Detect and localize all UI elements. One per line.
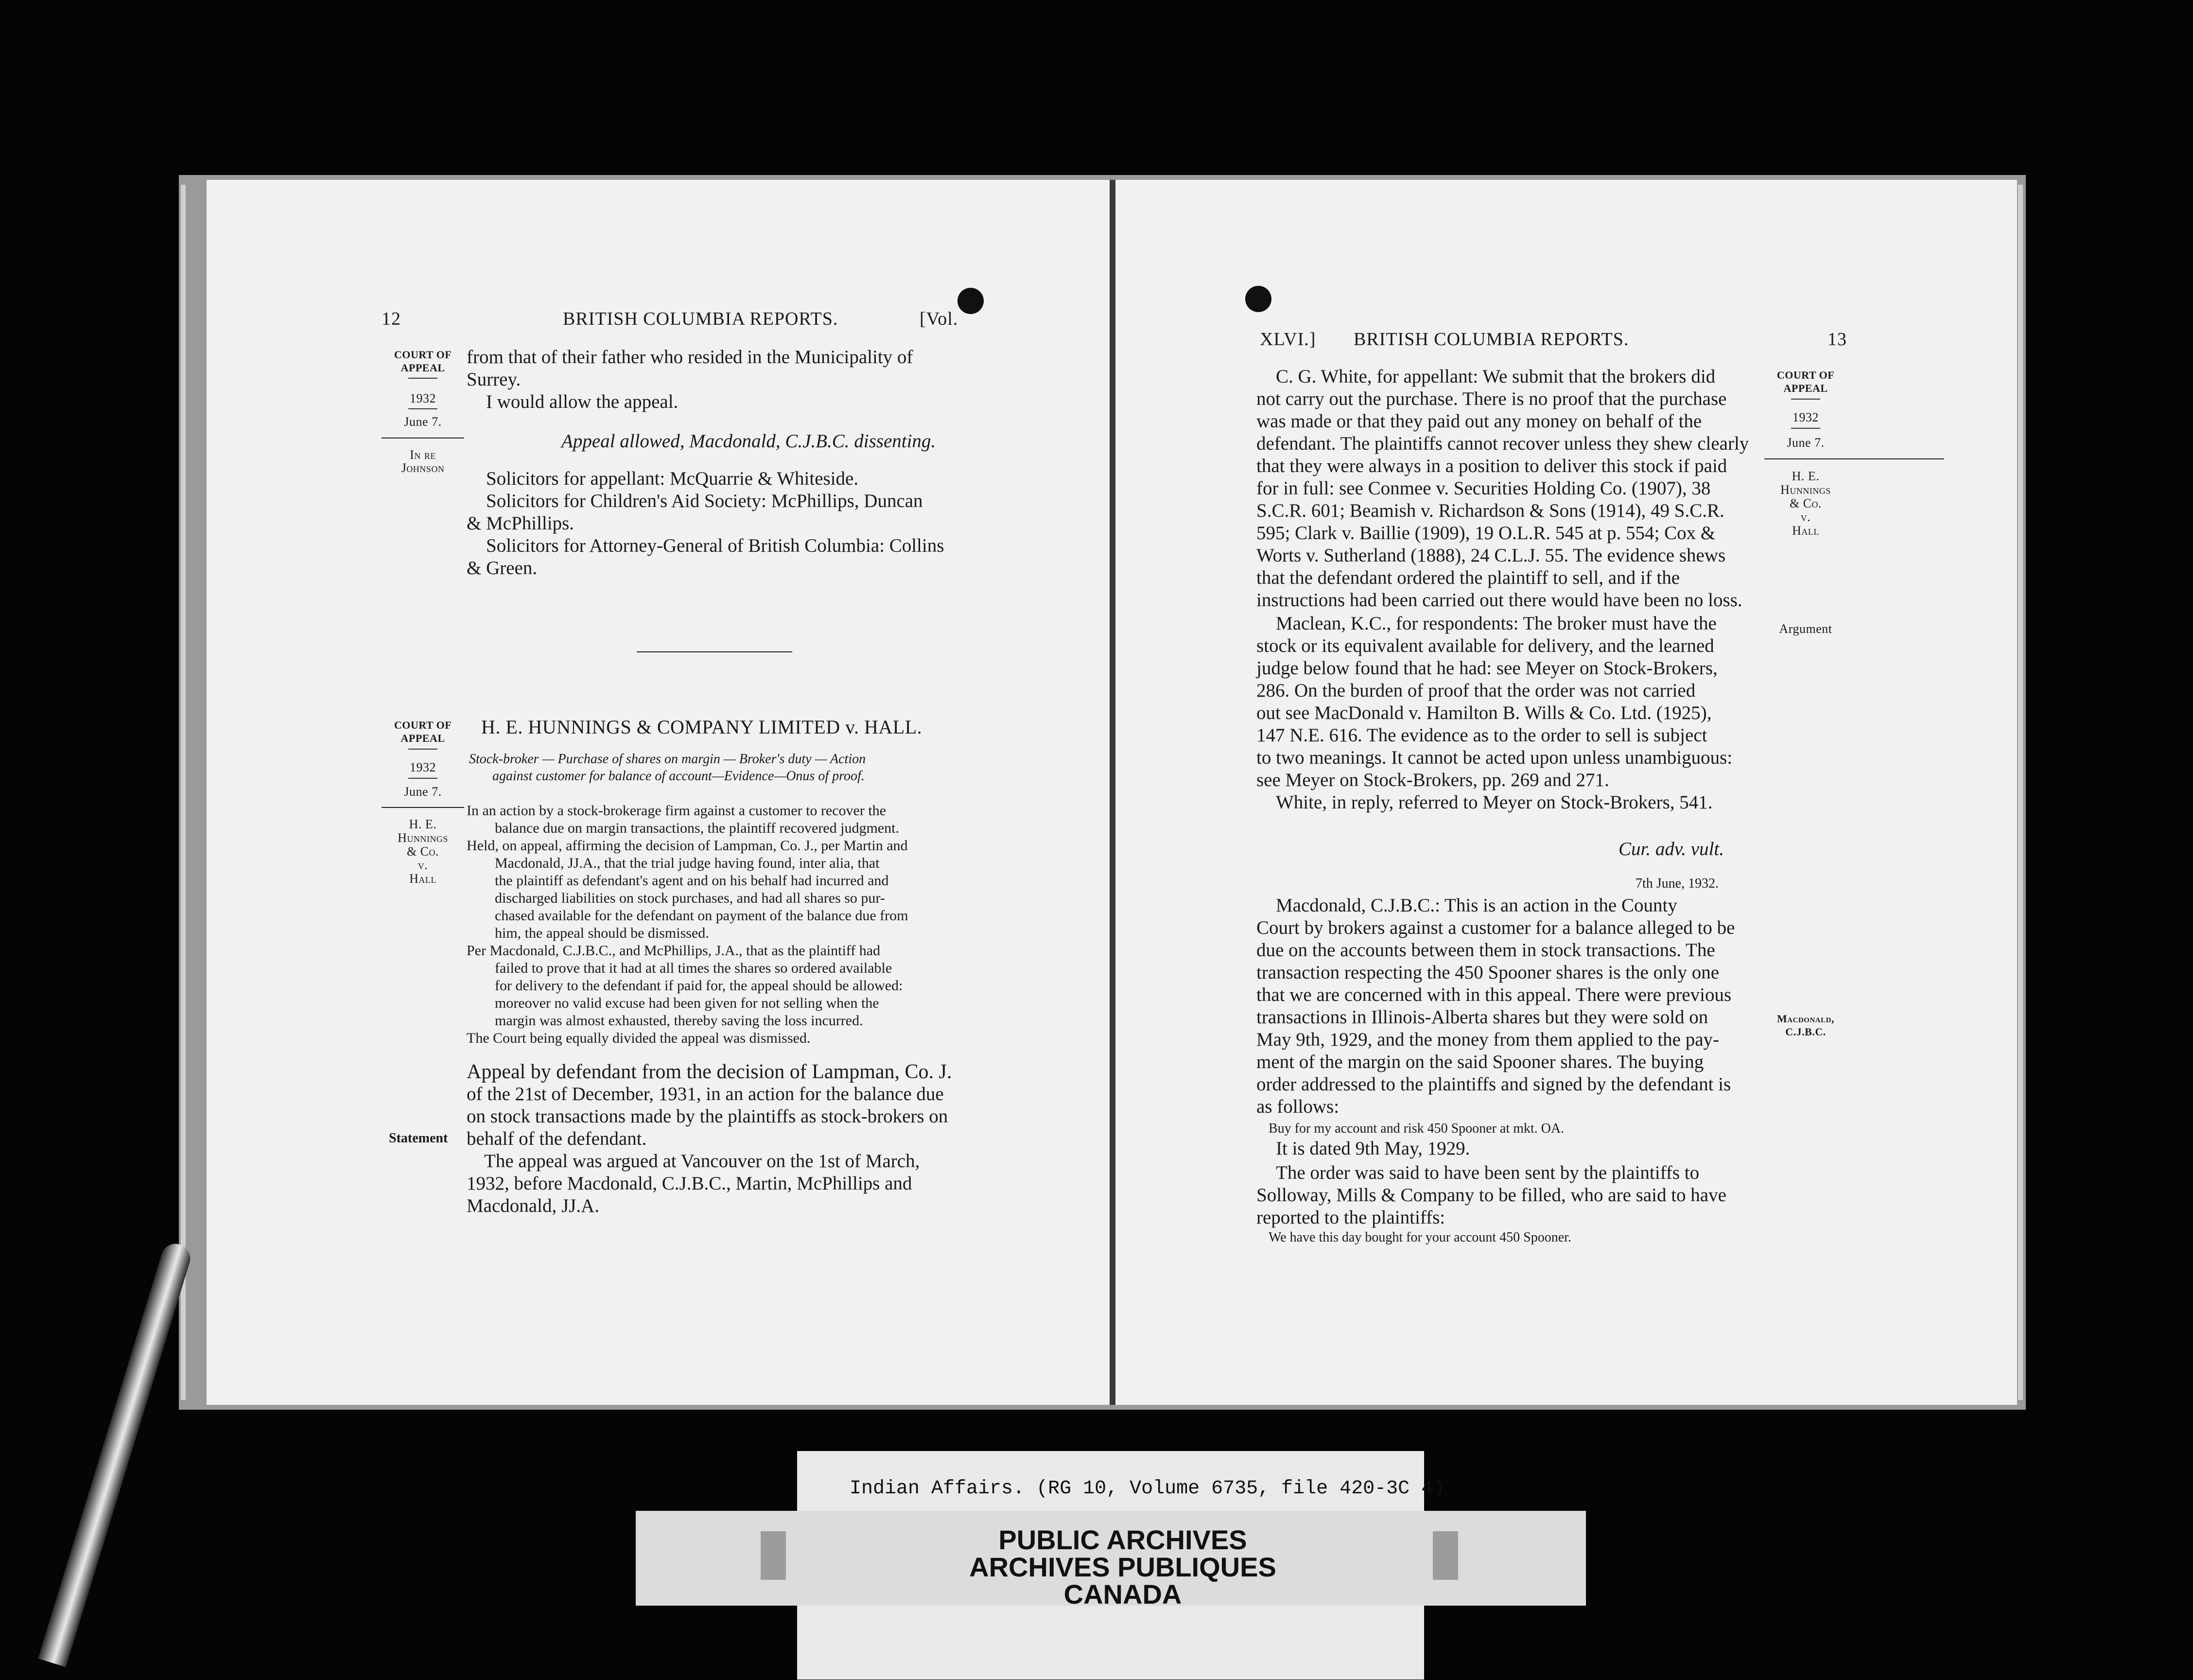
margin-rule xyxy=(408,408,437,409)
argument-maclean: Maclean, K.C., for respondents: The broker must have the stock or its equivalent available for delivery, and the learned judge below found that he had: see Meyer on Stock-Brokers, 286. On the burden of proof that the order was not carried out see MacDonald v. Hamilton B. Wills & Co. Ltd. (1925), 147 N.E. 616. The evidence as to the order to sell is subject to two meanings. It cannot be acted upon unless unambiguous: see Meyer on Stock-Brokers, pp. 269 and 271. White, in reply, referred to Meyer on Stock-Brokers, 541. xyxy=(1256,613,1733,813)
margin-court-of-appeal: COURT OF APPEAL xyxy=(394,349,452,374)
right-margin-court-of-appeal: COURT OF APPEAL xyxy=(1776,369,1835,394)
margin-year-2: 1932 xyxy=(410,760,436,774)
margin-rule xyxy=(408,778,437,779)
dated-line: It is dated 9th May, 1929. xyxy=(1276,1138,1470,1159)
bought-quote: We have this day bought for your account 450 Spooner. xyxy=(1269,1230,1571,1245)
left-page-number: 12 xyxy=(382,309,401,329)
punch-hole-left xyxy=(957,288,984,314)
margin-date: June 7. xyxy=(404,415,442,429)
right-margin-year: 1932 xyxy=(1793,410,1819,424)
archive-reference: Indian Affairs. (RG 10, Volume 6735, file 420-3C 4) xyxy=(850,1478,1445,1500)
headnote: In an action by a stock-brokerage firm against a customer to recover the balance due on margin transactions, the plaintiff recovered judgment. Held, on appeal, affirming the decision of Lampman, Co. J., per Martin and Macdonald, JJ.A., that the trial judge having found, inter alia, that the plaintiff as defendant's agent and on his behalf had incurred and discharged liabilities on stock purchases, and had all shares so pur- chased available for the defendant on payment of the balance due from him, the appeal should be dismissed. Per Macdonald, C.J.B.C., and McPhillips, J.A., that as the plaintiff had failed to prove that it had at all times the shares so ordered available for delivery to the defendant if paid for, the appeal should be allowed: moreover no valid excuse had been given for not selling when the margin was almost exhausted, thereby saving the loss incurred. The Court being equally divided the appeal was dismissed. xyxy=(467,803,908,1046)
solicitors-block: Solicitors for appellant: McQuarrie & Whiteside. Solicitors for Children's Aid Society: McPhillips, Duncan & McPhillips. Solicitors for Attorney-General of British Columbia: Collins & Green. xyxy=(467,468,944,578)
judgment-paragraph: Macdonald, C.J.B.C.: This is an action in the County Court by brokers against a customer for a balance alleged to be due on the accounts between them in stock transactions. The transaction respecting the 450 Spooner shares is the only one that we are concerned with in this appeal. There were previous transactions in Illinois-Alberta shares but they were sold on May 9th, 1929, and the money from them applied to the pay- ment of the margin on the said Spooner shares. The buying order addressed to the plaintiffs and signed by the defendant is as follows: xyxy=(1256,895,1735,1117)
right-volume: XLVI.] xyxy=(1260,329,1316,350)
punch-hole-right xyxy=(1245,286,1271,312)
right-running-title: BRITISH COLUMBIA REPORTS. xyxy=(1354,329,1629,350)
section-divider xyxy=(637,651,792,652)
left-page-edge xyxy=(181,185,186,1400)
statement-label: Statement xyxy=(389,1131,448,1146)
right-margin-date: June 7. xyxy=(1787,436,1825,450)
right-page-number: 13 xyxy=(1828,329,1847,350)
disposition: Appeal allowed, Macdonald, C.J.B.C. dissenting. xyxy=(561,431,936,452)
label-clip-right xyxy=(1433,1531,1458,1580)
margin-rule xyxy=(408,378,437,379)
margin-judge: Macdonald, C.J.B.C. xyxy=(1777,1013,1834,1038)
margin-date-2: June 7. xyxy=(404,785,442,799)
margin-argument: Argument xyxy=(1779,622,1832,636)
margin-rule xyxy=(1791,428,1820,429)
margin-case-name: H. E. Hunnings & Co. v. Hall xyxy=(398,817,448,886)
right-margin-case-name: H. E. Hunnings & Co. v. Hall xyxy=(1780,469,1831,538)
cur-adv-vult: Cur. adv. vult. xyxy=(1619,839,1724,859)
margin-rule xyxy=(1764,458,1944,459)
left-running-title: BRITISH COLUMBIA REPORTS. xyxy=(563,309,838,329)
judgment-date: 7th June, 1932. xyxy=(1636,876,1719,891)
margin-court-of-appeal-2: COURT OF APPEAL xyxy=(394,719,452,744)
margin-case-in-re: In re Johnson xyxy=(401,448,445,475)
margin-year: 1932 xyxy=(410,391,436,405)
archive-stamp: PUBLIC ARCHIVES ARCHIVES PUBLIQUES CANADA xyxy=(969,1524,1276,1610)
label-clip-left xyxy=(761,1531,786,1580)
margin-rule xyxy=(382,807,464,808)
continuation-paragraph: from that of their father who resided in the Municipality of Surrey. I would allow the appeal. xyxy=(467,347,913,412)
argument-white: C. G. White, for appellant: We submit that the brokers did not carry out the purchase. There is no proof that the purchase was made or that they paid out any money on behalf of the defendant. The plaintiffs cannot recover unless they shew clearly that they were always in a position to deliver this stock if paid for in full: see Conmee v. Securities Holding Co. (1907), 38 S.C.R. 601; Beamish v. Richardson & Sons (1914), 49 S.C.R. 595; Clark v. Baillie (1909), 19 O.L.R. 545 at p. 554; Cox & Worts v. Sutherland (1888), 24 C.L.J. 55. The evidence shews that the defendant ordered the plaintiff to sell, and if the instructions had been carried out there would have been no loss. xyxy=(1256,366,1749,611)
order-quote: Buy for my account and risk 450 Spooner at mkt. OA. xyxy=(1269,1121,1565,1136)
sent-paragraph: The order was said to have been sent by the plaintiffs to Solloway, Mills & Company to be filled, who are said to have reported to the plaintiffs: xyxy=(1256,1162,1726,1228)
left-volume: [Vol. xyxy=(920,309,958,329)
case-title: H. E. HUNNINGS & COMPANY LIMITED v. HALL. xyxy=(481,716,922,738)
right-page-edge xyxy=(2018,185,2023,1400)
statement-paragraph: Appeal by defendant from the decision of Lampman, Co. J. of the 21st of December, 1931, in an action for the balance due on stock transactions made by the plaintiffs as stock-brokers on behalf of the defendant. The appeal was argued at Vancouver on the 1st of March, 1932, before Macdonald, C.J.B.C., Martin, McPhillips and Macdonald, JJ.A. xyxy=(467,1061,952,1216)
margin-rule xyxy=(1791,399,1820,400)
catchwords: Stock-broker — Purchase of shares on margin — Broker's duty — Action against customer for balance of account—Evidence—Onus of proof. xyxy=(469,752,866,784)
margin-rule xyxy=(408,749,437,750)
